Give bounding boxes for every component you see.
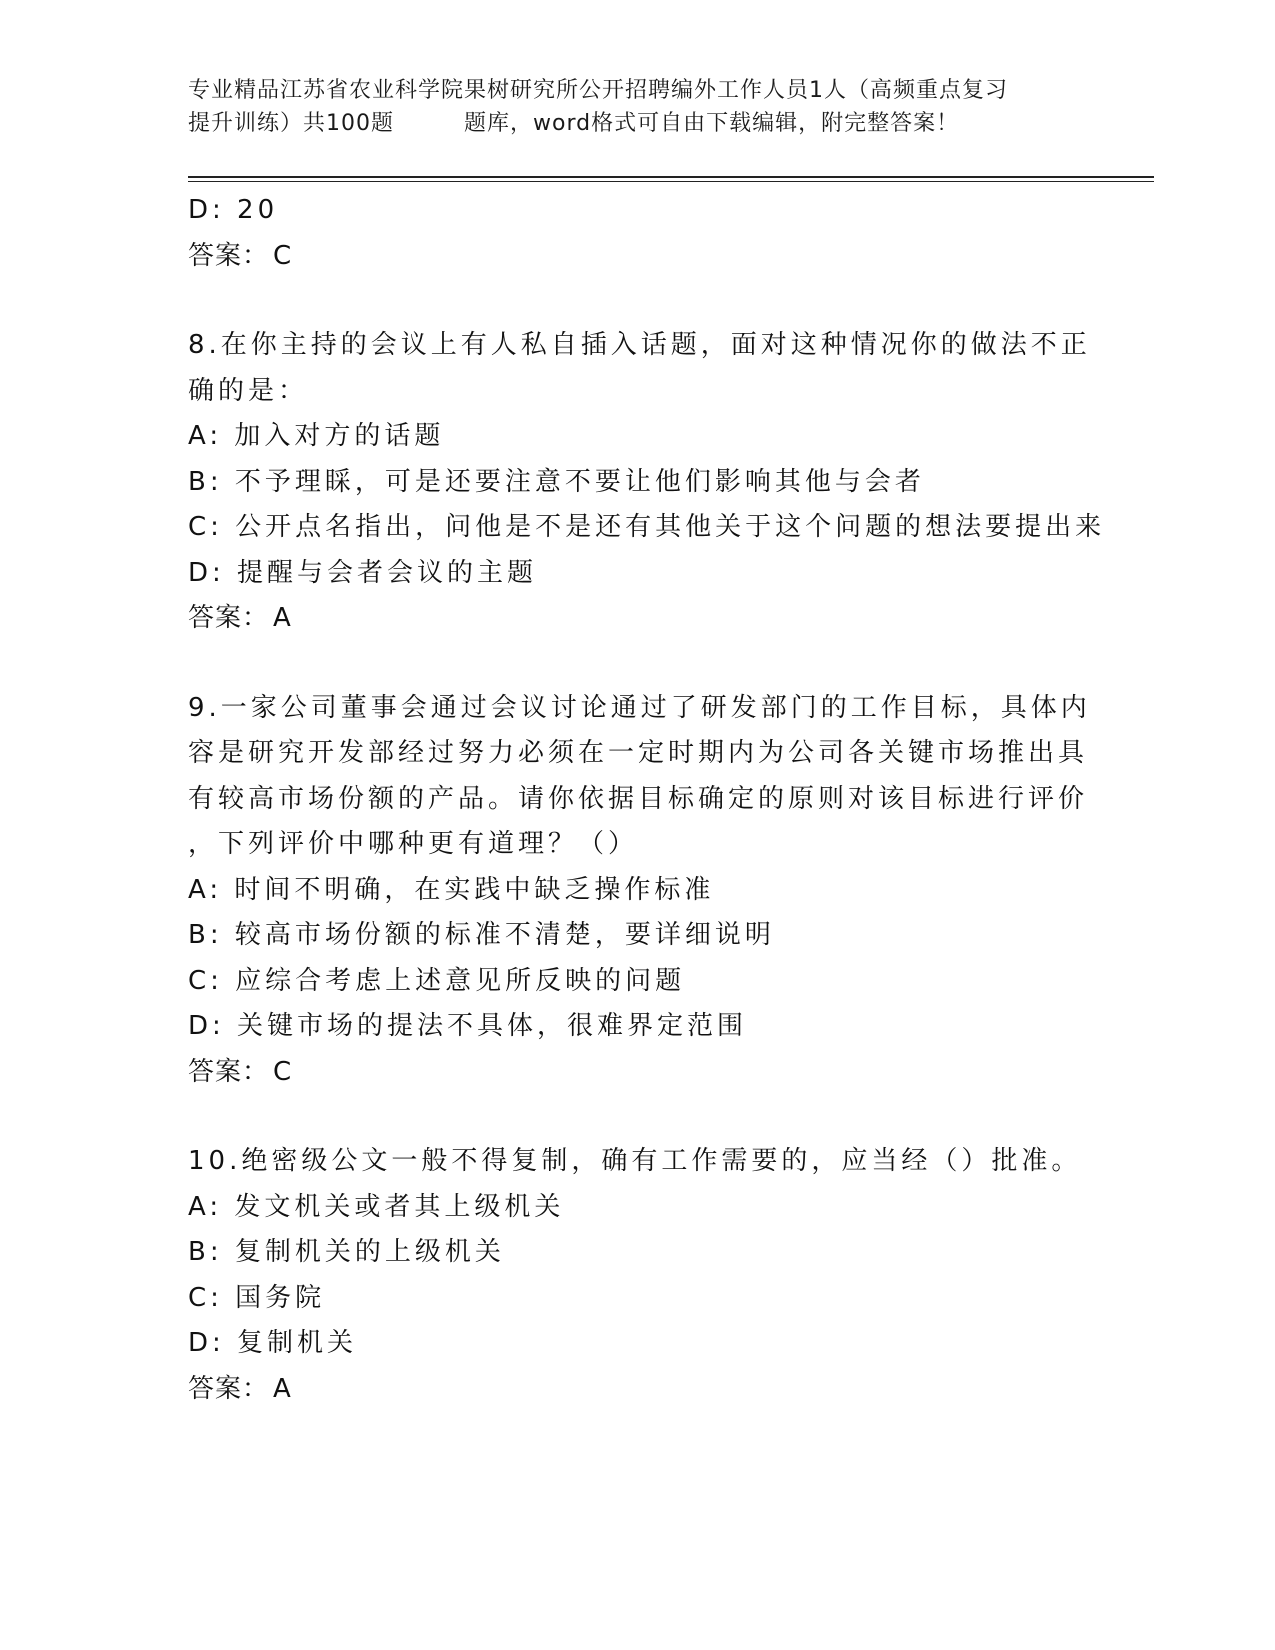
option-c: C: 公开点名指出，问他是不是还有其他关于这个问题的想法要提出来 <box>188 512 1106 542</box>
header-line-2-part-2: 题库，word格式可自由下载编辑，附完整答案！ <box>464 111 960 136</box>
option-b: B: 较高市场份额的标准不清楚，要详细说明 <box>188 920 775 950</box>
option-a: A: 加入对方的话题 <box>188 421 445 451</box>
answer-value: C <box>273 1056 293 1087</box>
option-d: D: 关键市场的提法不具体，很难界定范围 <box>188 1011 748 1041</box>
answer-value: A <box>273 1373 292 1404</box>
answer-label: 答案： <box>188 1056 270 1087</box>
question-9 <box>188 686 1148 1096</box>
previous-question-tail <box>188 188 1148 279</box>
question-8 <box>188 323 1148 642</box>
header-line-2 <box>188 107 1088 140</box>
answer-label: 答案： <box>188 240 270 271</box>
question-stem-line: 容是研究开发部经过努力必须在一定时期内为公司各关键市场推出具 <box>188 738 1089 768</box>
question-stem-line: 10.绝密级公文一般不得复制，确有工作需要的，应当经（）批准。 <box>188 1146 1082 1176</box>
answer-line <box>188 596 1148 642</box>
option-a: A: 发文机关或者其上级机关 <box>188 1191 565 1222</box>
header-line-2-part-1: 提升训练）共100题 <box>188 111 394 136</box>
header-line-1: 专业精品江苏省农业科学院果树研究所公开招聘编外工作人员1人（高频重点复习 <box>188 78 1008 103</box>
option-d: D: 提醒与会者会议的主题 <box>188 557 538 588</box>
question-stem-line: 9.一家公司董事会通过会议讨论通过了研发部门的工作目标，具体内 <box>188 692 1091 723</box>
option-c: C: 国务院 <box>188 1282 326 1313</box>
question-10 <box>188 1139 1148 1412</box>
answer-line <box>188 234 1148 280</box>
answer-value: A <box>273 603 292 633</box>
document-body <box>188 188 1148 1412</box>
answer-line <box>188 1050 1148 1096</box>
header-divider-thick <box>188 176 1154 178</box>
option-b: B: 复制机关的上级机关 <box>188 1237 505 1267</box>
answer-label: 答案： <box>188 603 270 633</box>
question-stem-line: 有较高市场份额的产品。请你依据目标确定的原则对该目标进行评价 <box>188 783 1089 814</box>
answer-value: C <box>273 240 293 271</box>
document-header <box>188 74 1088 140</box>
option-a: A: 时间不明确，在实践中缺乏操作标准 <box>188 874 715 905</box>
answer-line <box>188 1367 1148 1413</box>
question-stem-line: ，下列评价中哪种更有道理？（） <box>188 829 639 859</box>
option-d: D: 复制机关 <box>188 1328 358 1358</box>
option-c: C: 应综合考虑上述意见所反映的问题 <box>188 965 686 996</box>
option-b: B: 不予理睬，可是还要注意不要让他们影响其他与会者 <box>188 466 925 497</box>
answer-label: 答案： <box>188 1373 270 1404</box>
option-d: D: 20 <box>188 195 279 225</box>
question-stem-line: 8.在你主持的会议上有人私自插入话题，面对这种情况你的做法不正 <box>188 330 1091 360</box>
question-stem-line: 确的是： <box>188 375 309 406</box>
header-divider-thin <box>188 181 1154 182</box>
